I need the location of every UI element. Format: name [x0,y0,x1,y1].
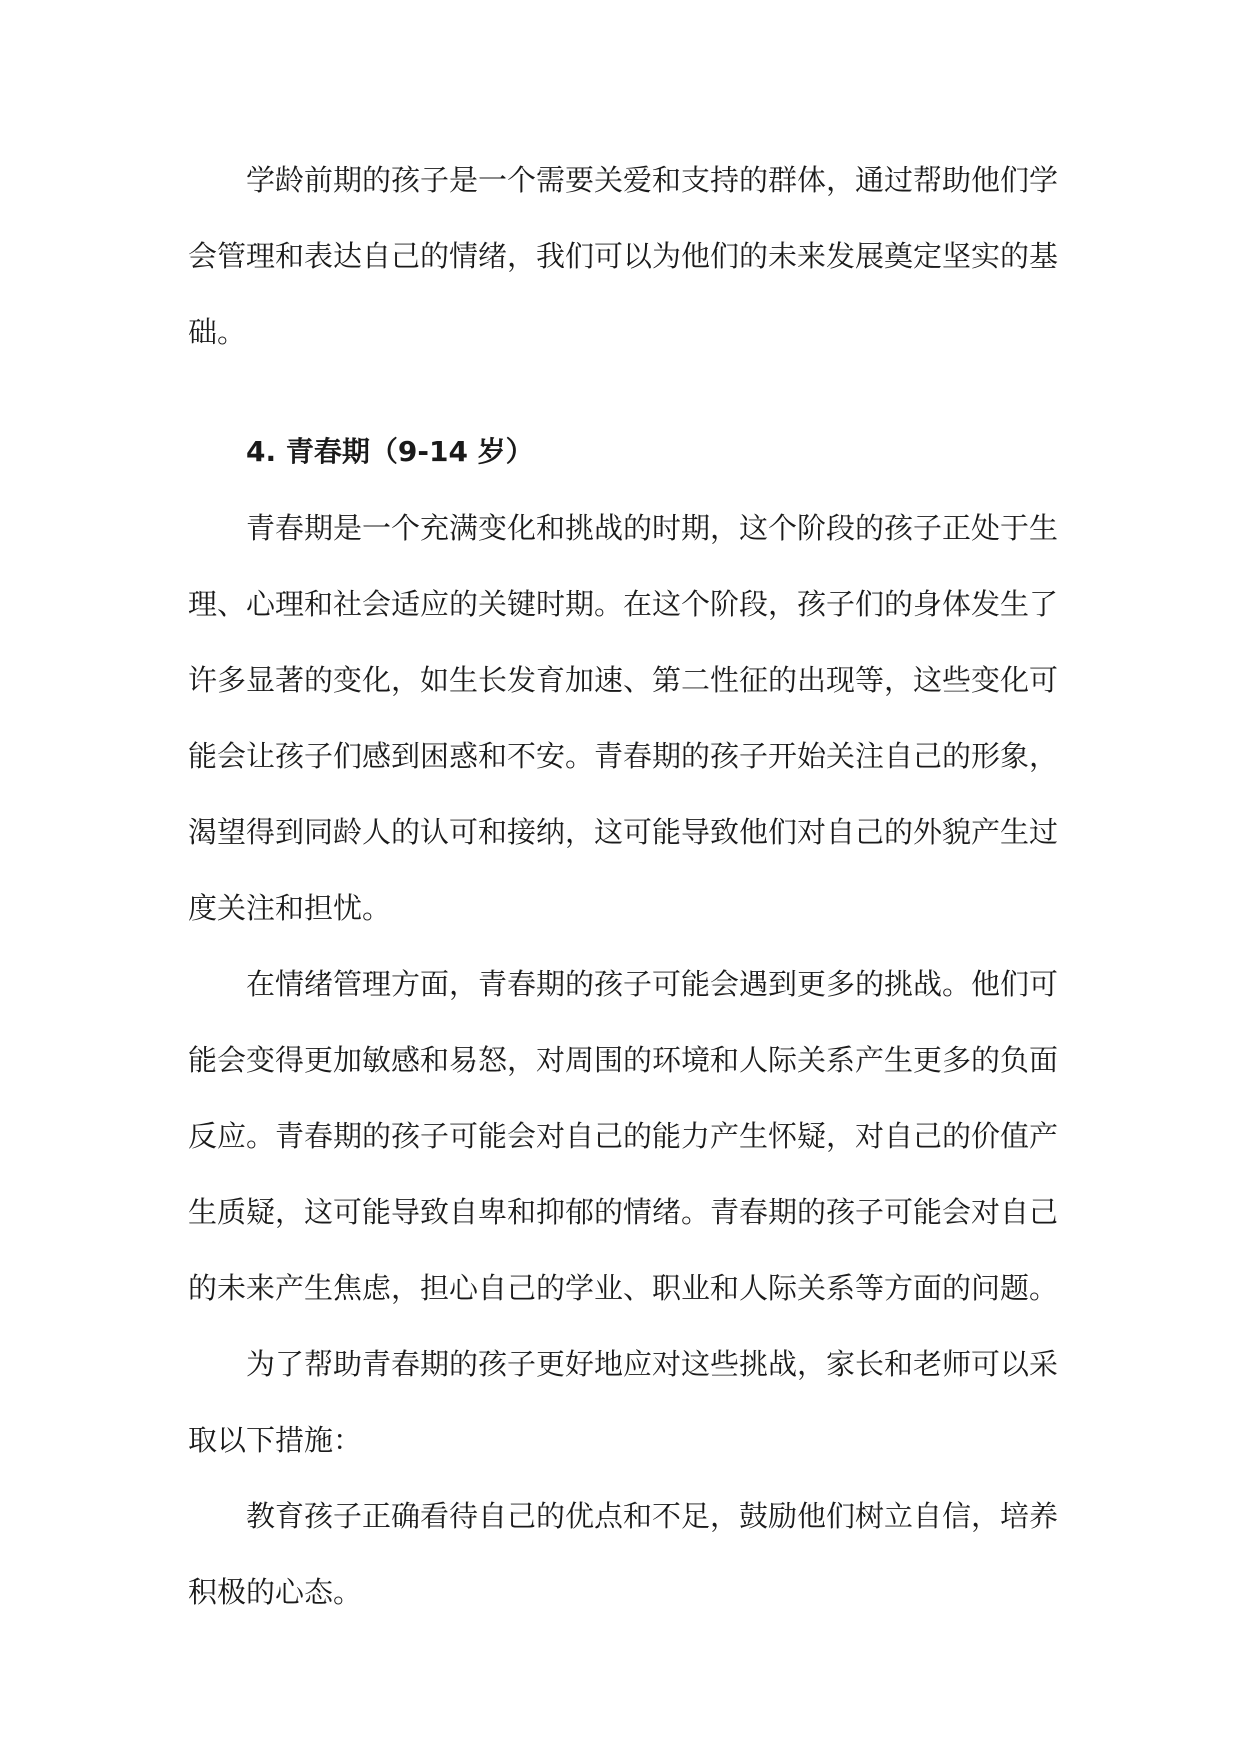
document-body [188,142,1058,1630]
section-heading-adolescence: 4. 青春期（9-14 岁） [246,435,534,468]
paragraph-emotion-management: 在情绪管理方面，青春期的孩子可能会遇到更多的挑战。他们可能会变得更加敏感和易怒，对周围的环境和人际关系产生更多的负面反应。青春期的孩子可能会对自己的能力产生怀疑，对自己的价值产生质疑，这可能导致自卑和抑郁的情绪。青春期的孩子可能会对自己的未来产生焦虑，担心自己的学业、职业和人际关系等方面的问题。 [188,967,1059,1305]
paragraph-measures-intro: 为了帮助青春期的孩子更好地应对这些挑战，家长和老师可以采取以下措施： [188,1347,1059,1457]
paragraph-preschool-summary: 学龄前期的孩子是一个需要关爱和支持的群体，通过帮助他们学会管理和表达自己的情绪，我们可以为他们的未来发展奠定坚实的基础。 [188,163,1059,349]
paragraph-measure-self-confidence: 教育孩子正确看待自己的优点和不足，鼓励他们树立自信，培养积极的心态。 [188,1499,1059,1609]
paragraph-adolescence-intro: 青春期是一个充满变化和挑战的时期，这个阶段的孩子正处于生理、心理和社会适应的关键时期。在这个阶段，孩子们的身体发生了许多显著的变化，如生长发育加速、第二性征的出现等，这些变化可能会让孩子们感到困惑和不安。青春期的孩子开始关注自己的形象，渴望得到同龄人的认可和接纳，这可能导致他们对自己的外貌产生过度关注和担忧。 [188,511,1059,925]
